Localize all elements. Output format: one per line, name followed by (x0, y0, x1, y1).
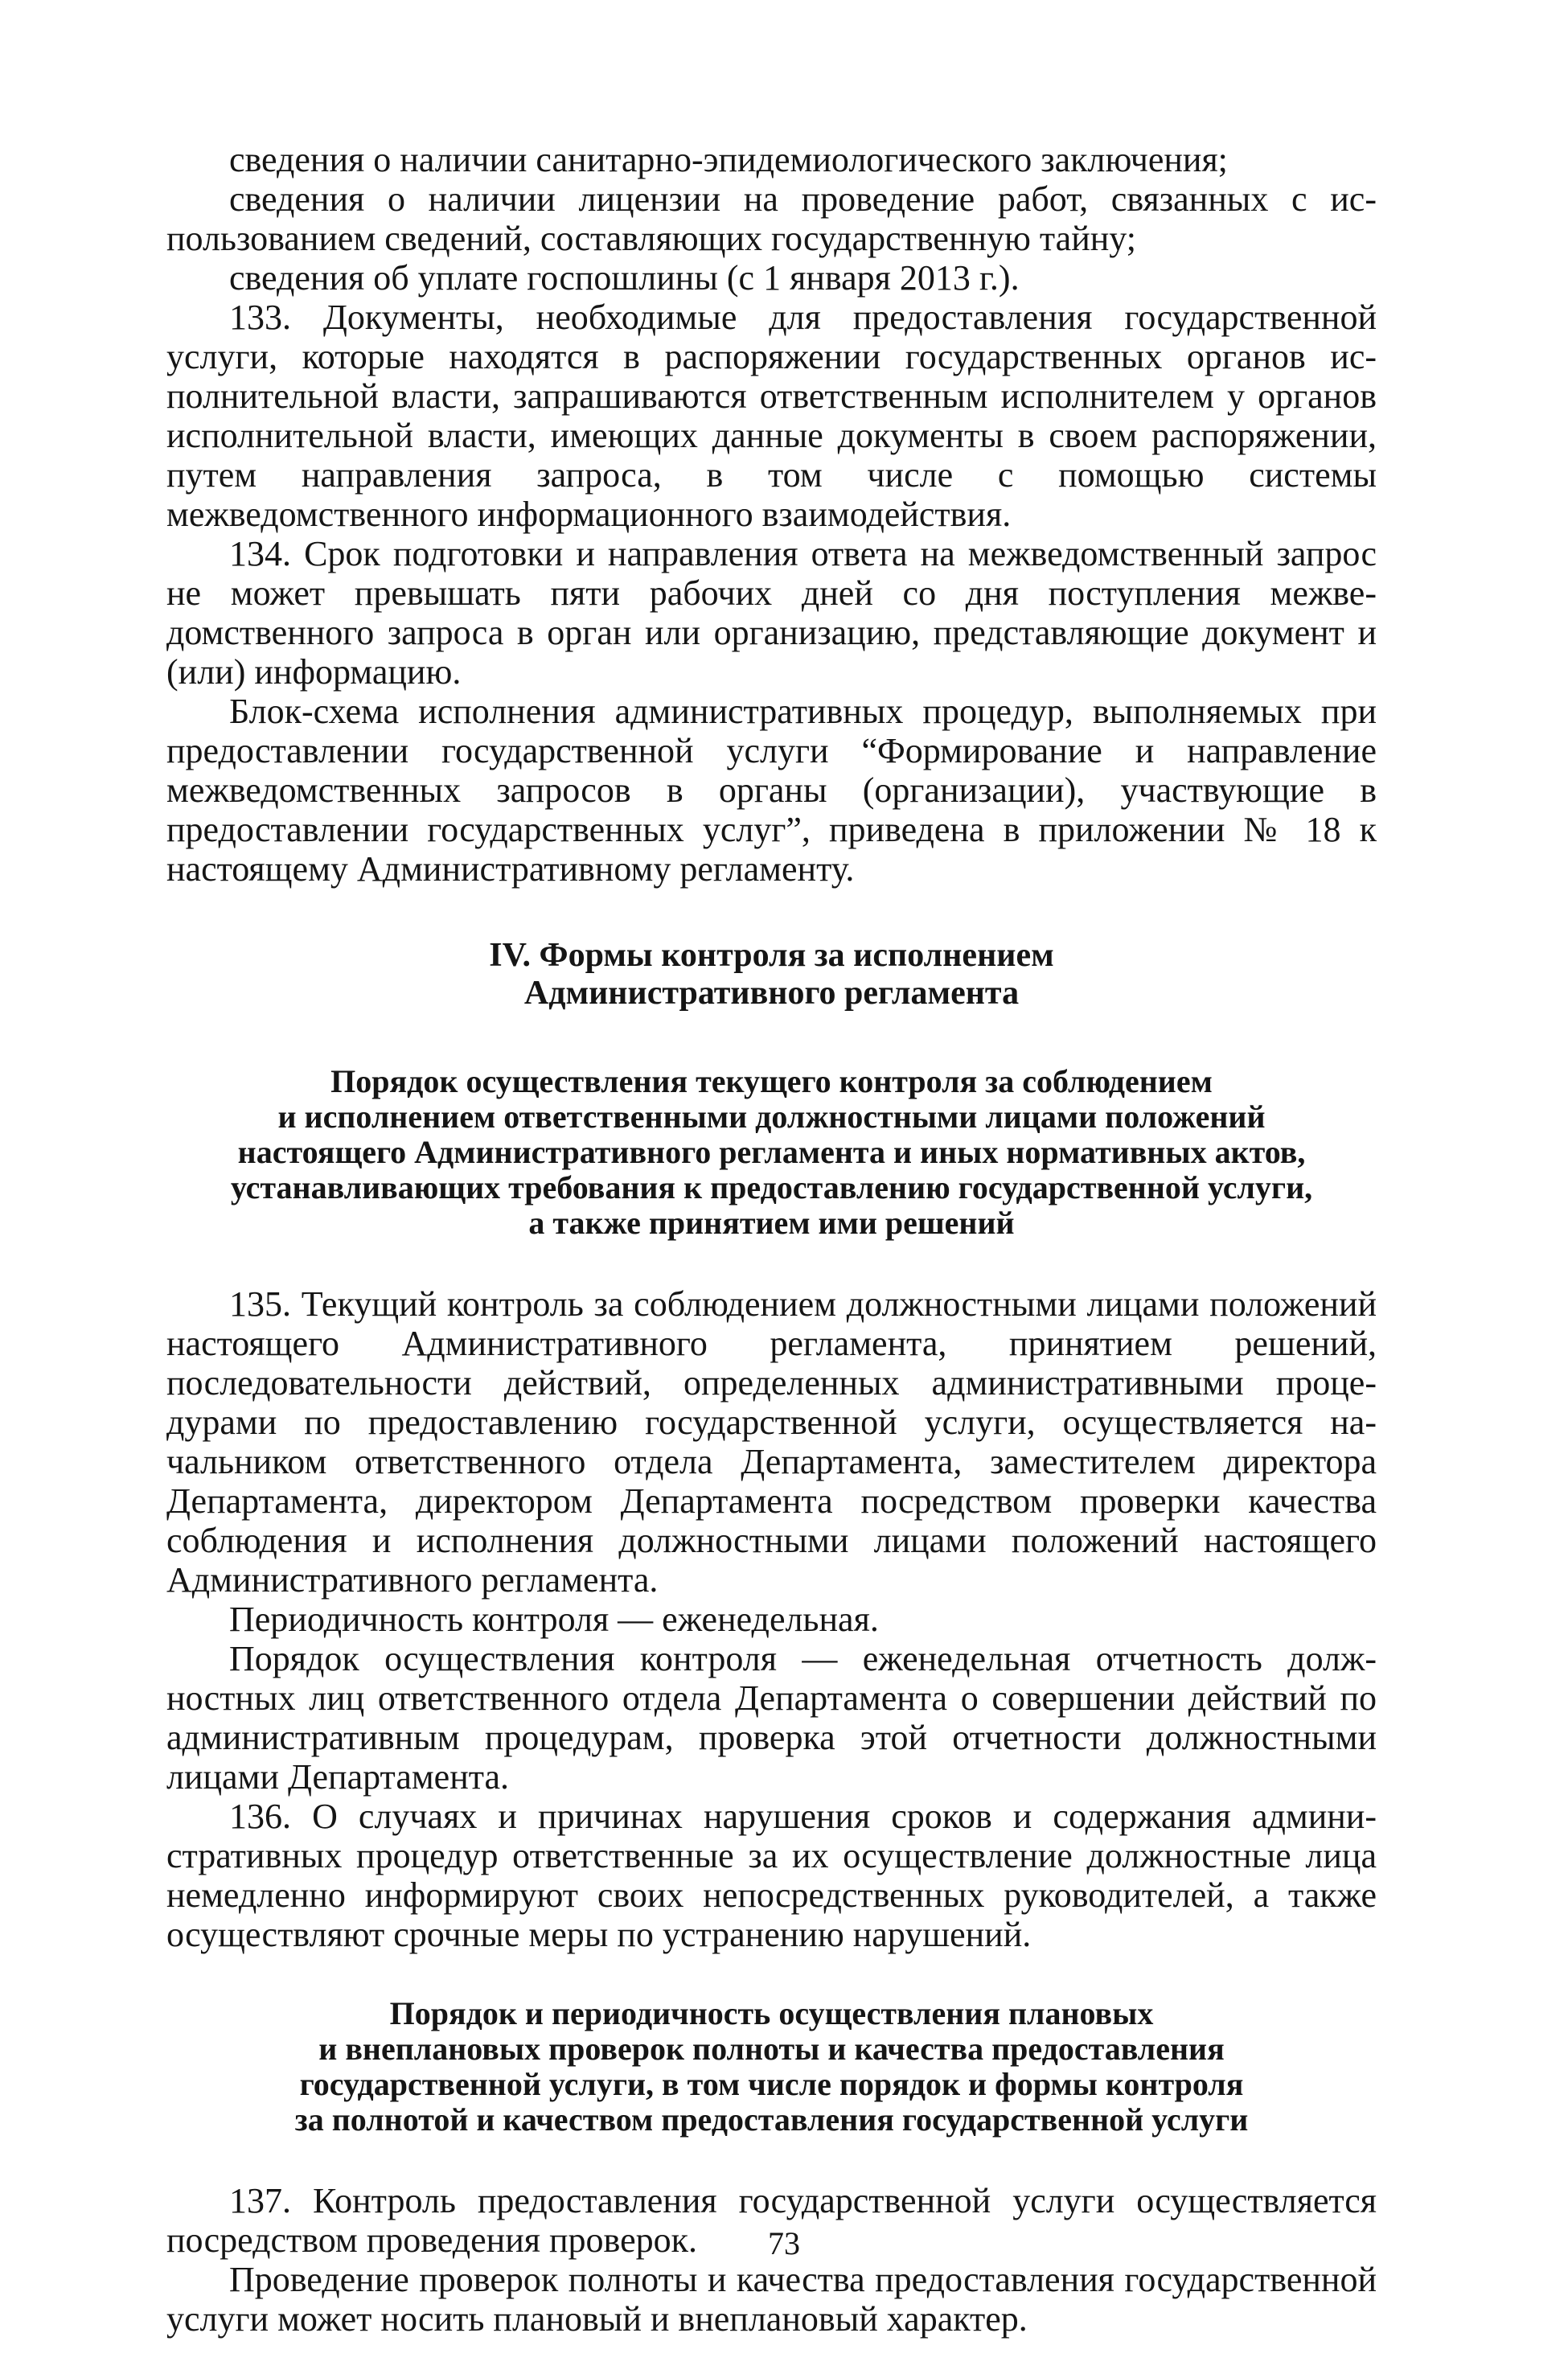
subheading-line: и исполнением ответственными должностными лицами положений (277, 1099, 1266, 1135)
subheading-line: за полнотой и качеством предоставления государственной услуги (294, 2101, 1249, 2138)
subheading-line: Порядок осуществления текущего контроля за соблюдением (330, 1063, 1213, 1099)
section-title-line: IV. Формы контроля за исполнением (489, 937, 1054, 974)
subheading-line: устанавливающих требования к предоставлению государственной услуги, (230, 1169, 1313, 1205)
paragraph-license-info: сведения о наличии лицензии на проведение работ, связанных с использованием сведений, составляющих государственную тайну; (166, 179, 1377, 258)
subheading-line: и внеплановых проверок полноты и качества предоставления (318, 2031, 1225, 2067)
paragraph-137: 137. Контроль предоставления государственной услуги осуществляется посредством проведения проверок. (166, 2181, 1377, 2260)
page-number: 73 (768, 2225, 800, 2261)
paragraph-control-frequency: Периодичность контроля — еженедельная. (229, 1600, 879, 1639)
subheading-line: а также принятием ими решений (528, 1205, 1015, 1241)
paragraph-block-scheme: Блок-схема исполнения административных процедур, выполняемых при предоставлении государственной услуги “Формирование и направление межведомственных запросов в органы (организации), участвующие в предоставлении государственных услуг”, приведена в приложении № 18 к настоящему Административному регламенту. (166, 692, 1377, 889)
section-title-line: Административного регламента (523, 975, 1020, 1012)
subheading-line: настоящего Административного регламента и иных нормативных актов, (237, 1134, 1306, 1170)
paragraph-state-fee: сведения об уплате госпошлины (с 1 января 2013 г.). (229, 258, 1020, 298)
paragraph-134: 134. Срок подготовки и направления ответа на межведомственный запрос не может превышать пяти рабочих дней со дня поступления межведомственного запроса в орган или организацию, представляющие документ и (или) информацию. (166, 534, 1377, 692)
paragraph-inspection-types: Проведение проверок полноты и качества предоставления государственной услуги может носить плановый и внеплановый характер. (166, 2260, 1377, 2339)
subheading-current-control (166, 1064, 1377, 1241)
paragraph-135: 135. Текущий контроль за соблюдением должностными лицами положений настоящего Административного регламента, принятием решений, последовательности действий, определенных административными процедурами по предоставлению государственной услуги, осуществляется начальником ответственного отдела Департамента, заместителем директора Департамента, директором Департамента посредством проверки качества соблюдения и исполнения должностными лицами положений настоящего Административного регламента. (166, 1284, 1377, 1600)
subheading-line: государственной услуги, в том числе порядок и формы контроля (299, 2066, 1244, 2102)
subheading-line: Порядок и периодичность осуществления плановых (389, 1995, 1154, 2031)
paragraph-133: 133. Документы, необходимые для предоставления государственной услуги, которые находятся в распоряжении государственных органов исполнительной власти, запрашиваются ответственным исполнителем у органов исполнительной власти, имеющих данные документы в своем распоряжении, путем направления запроса, в том числе с помощью системы межведомственного информационного взаимодействия. (166, 298, 1377, 534)
paragraph-136: 136. О случаях и причинах нарушения сроков и содержания административных процедур ответственные за их осуществление должностные лица немедленно информируют своих непосредственных руководителей, а также осуществляют срочные меры по устранению нарушений. (166, 1797, 1377, 1954)
paragraph-sanitary-conclusion: сведения о наличии санитарно-эпидемиологического заключения; (229, 140, 1228, 179)
section-title (166, 937, 1377, 1012)
paragraph-control-procedure: Порядок осуществления контроля — еженедельная отчетность должностных лиц ответственного отдела Департамента о совершении действий по административным процедурам, проверка этой отчетности должностными лицами Департамента. (166, 1639, 1377, 1797)
subheading-inspections (166, 1996, 1377, 2138)
